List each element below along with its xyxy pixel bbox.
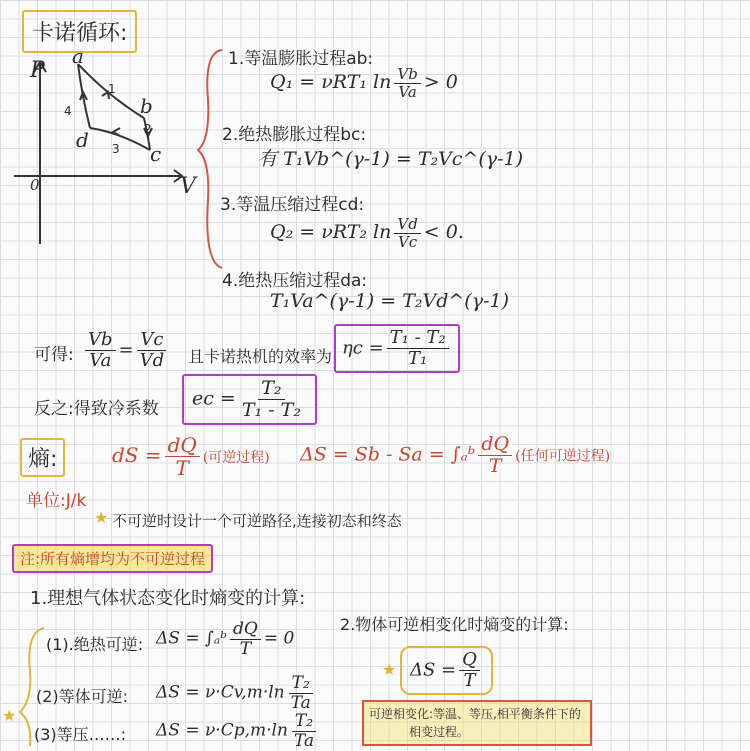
isochoric-entropy-formula: ΔS = ν·Cv,m·ln $\frac{\text{T₂}}{Ta}$ (156, 673, 311, 713)
volume-ratio-formula: $\frac{Vb}{Va}$ = $\frac{Vc}{Vd}$ (82, 330, 170, 371)
isochoric-reversible-label: (2)等体可逆: (36, 687, 129, 706)
adiabatic-reversible-label: (1).绝热可逆: (46, 635, 144, 654)
phase-change-title: 2.物体可逆相变化时熵变的计算: (340, 615, 569, 634)
isobaric-entropy-formula: ΔS = ν·Cp,m·ln $\frac{\text{T₂}}{Ta}$ (156, 711, 315, 751)
carnot-efficiency-box: ηc = $\frac{\text{T₁ - T₂}}{\text{T₁}}$ (334, 324, 460, 373)
phase-entropy-formula-box: ΔS = $\frac{Q}{T}$ (400, 646, 493, 695)
step-3-formula: Q₂ = νRT₂ ln $\frac{Vd}{Vc}$ < 0. (270, 215, 464, 251)
phase-note-line-1: 可逆相变化:等温、等压,相平衡条件下的 (369, 707, 581, 721)
step-4-formula: T₁Va^(γ-1) = T₂Vd^(γ-1) (270, 290, 509, 312)
point-b: b (140, 94, 153, 118)
star-icon: ★ (94, 508, 109, 527)
process-2-number: 2 (144, 122, 152, 136)
step-1-label: 1.等温膨胀过程ab: (228, 49, 374, 69)
entropy-increase-note: 注:所有熵增均为不可逆过程 (12, 544, 213, 573)
ideal-gas-title: 1.理想气体状态变化时熵变的计算: (30, 588, 306, 609)
step-2-label: 2.绝热膨胀过程bc: (222, 125, 367, 145)
isobaric-label: (3)等压……: (34, 725, 127, 744)
entropy-title: 熵: (20, 438, 65, 477)
point-d: d (76, 128, 89, 152)
star-icon-bottom: ★ (2, 706, 17, 725)
step-2-formula: 有 T₁Vb^(γ-1) = T₂Vc^(γ-1) (258, 148, 524, 170)
step-4-label: 4.绝热压缩过程da: (222, 271, 368, 291)
phase-note-box (362, 700, 592, 746)
point-c: c (150, 142, 162, 166)
point-a: a (72, 44, 84, 68)
axis-v-label: V (180, 174, 196, 199)
page-title: 卡诺循环: (22, 10, 137, 53)
phase-note-line-2: 相变过程。 (409, 725, 470, 739)
process-1-number: 1 (108, 82, 116, 96)
result-prefix: 可得: (34, 345, 74, 365)
process-3-number: 3 (112, 142, 120, 156)
origin-label: 0 (30, 176, 40, 194)
process-4-number: 4 (64, 104, 72, 118)
axis-p-label: P (30, 58, 45, 83)
entropy-unit: 单位:J/k (26, 491, 87, 511)
refrigeration-text: 反之:得致冷系数 (34, 399, 159, 419)
refrigeration-coefficient-box: ec = $\frac{\text{T₂}}{\text{T₁ - T₂}}$ (182, 374, 317, 425)
adiabatic-entropy-formula: ΔS = ∫ₐᵇ $\frac{dQ}{T}$ = 0 (156, 619, 295, 659)
step-3-label: 3.等温压缩过程cd: (220, 195, 365, 215)
step-1-formula: Q₁ = νRT₁ ln $\frac{Vb}{Va}$ > 0 (270, 65, 458, 101)
entropy-differential-formula: dS = $\frac{dQ}{T}$ (可逆过程) (112, 433, 270, 480)
irreversible-tip: 不可逆时设计一个可逆路径,连接初态和终态 (112, 512, 402, 530)
efficiency-text: 且卡诺热机的效率为 (188, 347, 333, 366)
star-icon-phase: ★ (382, 660, 397, 679)
entropy-change-formula: ΔS = Sb - Sa = ∫ₐᵇ $\frac{dQ}{T}$ (任何可逆过程) (300, 433, 611, 477)
